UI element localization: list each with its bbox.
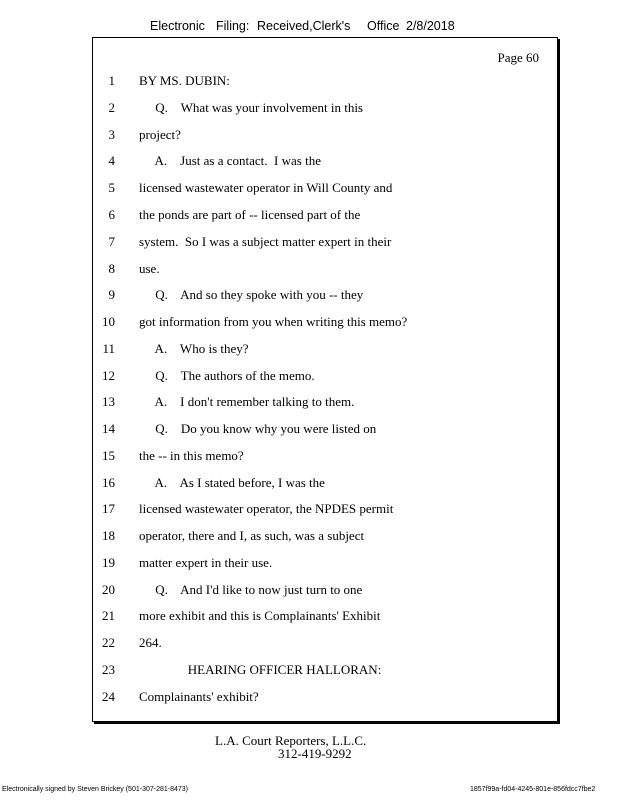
line-number: 14 bbox=[102, 421, 115, 436]
transcript-line bbox=[93, 287, 557, 305]
line-text: got information from you when writing this memo? bbox=[139, 314, 408, 329]
line-number: 23 bbox=[102, 662, 115, 677]
transcript-line bbox=[93, 448, 557, 466]
transcript-line bbox=[93, 180, 557, 198]
line-number: 13 bbox=[102, 394, 115, 409]
line-text: A. As I stated before, I was the bbox=[139, 475, 325, 490]
transcript-line bbox=[93, 635, 557, 653]
transcript-line bbox=[93, 341, 557, 359]
transcript-line bbox=[93, 475, 557, 493]
transcript-line bbox=[93, 153, 557, 171]
line-text: Q. Do you know why you were listed on bbox=[139, 421, 377, 436]
line-text: licensed wastewater operator in Will County and bbox=[139, 180, 393, 195]
transcript-page bbox=[92, 37, 558, 722]
transcript-line bbox=[93, 582, 557, 600]
line-text: HEARING OFFICER HALLORAN: bbox=[139, 662, 382, 677]
line-number: 5 bbox=[108, 180, 115, 195]
line-text: licensed wastewater operator, the NPDES permit bbox=[139, 501, 394, 516]
line-text: Q. And so they spoke with you -- they bbox=[139, 287, 364, 302]
transcript-line bbox=[93, 394, 557, 412]
line-number: 15 bbox=[102, 448, 115, 463]
reporter-phone: 312-419-9292 bbox=[278, 746, 352, 761]
line-number: 10 bbox=[102, 314, 115, 329]
line-number: 22 bbox=[102, 635, 115, 650]
line-text: matter expert in their use. bbox=[139, 555, 273, 570]
line-text: BY MS. DUBIN: bbox=[139, 73, 230, 88]
line-number: 7 bbox=[108, 234, 115, 249]
transcript-line bbox=[93, 314, 557, 332]
filing-header-filing: Filing: bbox=[216, 19, 250, 33]
line-number: 8 bbox=[108, 261, 115, 276]
page-number: Page 60 bbox=[497, 50, 539, 65]
line-number: 19 bbox=[102, 555, 115, 570]
line-number: 16 bbox=[102, 475, 115, 490]
filing-header bbox=[0, 19, 618, 37]
filing-header-electronic: Electronic bbox=[150, 19, 205, 33]
transcript-line bbox=[93, 100, 557, 118]
line-text: 264. bbox=[139, 635, 162, 650]
reporter-name: L.A. Court Reporters, L.L.C. bbox=[215, 733, 367, 748]
transcript-line bbox=[93, 127, 557, 145]
filing-header-date: 2/8/2018 bbox=[406, 19, 455, 33]
line-text: project? bbox=[139, 127, 181, 142]
line-number: 20 bbox=[102, 582, 115, 597]
line-text: more exhibit and this is Complainants' Exhibit bbox=[139, 608, 381, 623]
line-number: 1 bbox=[108, 73, 115, 88]
transcript-line bbox=[93, 421, 557, 439]
transcript-line bbox=[93, 261, 557, 279]
line-number: 17 bbox=[102, 501, 115, 516]
line-number: 3 bbox=[108, 127, 115, 142]
filing-header-received: Received,Clerk's bbox=[257, 19, 351, 33]
line-text: the -- in this memo? bbox=[139, 448, 244, 463]
line-number: 11 bbox=[102, 341, 115, 356]
line-number: 18 bbox=[102, 528, 115, 543]
line-text: use. bbox=[139, 261, 160, 276]
transcript-line bbox=[93, 528, 557, 546]
filing-header-office: Office bbox=[367, 19, 400, 33]
transcript-line bbox=[93, 662, 557, 680]
line-number: 9 bbox=[108, 287, 115, 302]
transcript-line bbox=[93, 608, 557, 626]
line-number: 4 bbox=[108, 153, 115, 168]
line-text: operator, there and I, as such, was a subject bbox=[139, 528, 365, 543]
line-text: A. Who is they? bbox=[139, 341, 249, 356]
line-number: 21 bbox=[102, 608, 115, 623]
line-number: 12 bbox=[102, 368, 115, 383]
transcript-line bbox=[93, 207, 557, 225]
line-text: Q. The authors of the memo. bbox=[139, 368, 315, 383]
line-number: 2 bbox=[108, 100, 115, 115]
transcript-line bbox=[93, 368, 557, 386]
transcript-line bbox=[93, 234, 557, 252]
line-text: Q. What was your involvement in this bbox=[139, 100, 363, 115]
line-number: 6 bbox=[108, 207, 115, 222]
line-text: the ponds are part of -- licensed part of the bbox=[139, 207, 361, 222]
line-text: A. I don't remember talking to them. bbox=[139, 394, 355, 409]
line-number: 24 bbox=[102, 689, 115, 704]
line-text: system. So I was a subject matter expert in their bbox=[139, 234, 392, 249]
line-text: Complainants' exhibit? bbox=[139, 689, 259, 704]
transcript-line bbox=[93, 555, 557, 573]
electronic-signature-note: Electronically signed by Steven Brickey (501-307-281-8473) bbox=[2, 786, 188, 793]
document-id: 1857f99a-fd04-4245-801e-856fdcc7fbe2 bbox=[470, 786, 596, 793]
transcript-line bbox=[93, 501, 557, 519]
line-text: A. Just as a contact. I was the bbox=[139, 153, 321, 168]
transcript-line bbox=[93, 73, 557, 91]
line-text: Q. And I'd like to now just turn to one bbox=[139, 582, 363, 597]
transcript-line bbox=[93, 689, 557, 707]
